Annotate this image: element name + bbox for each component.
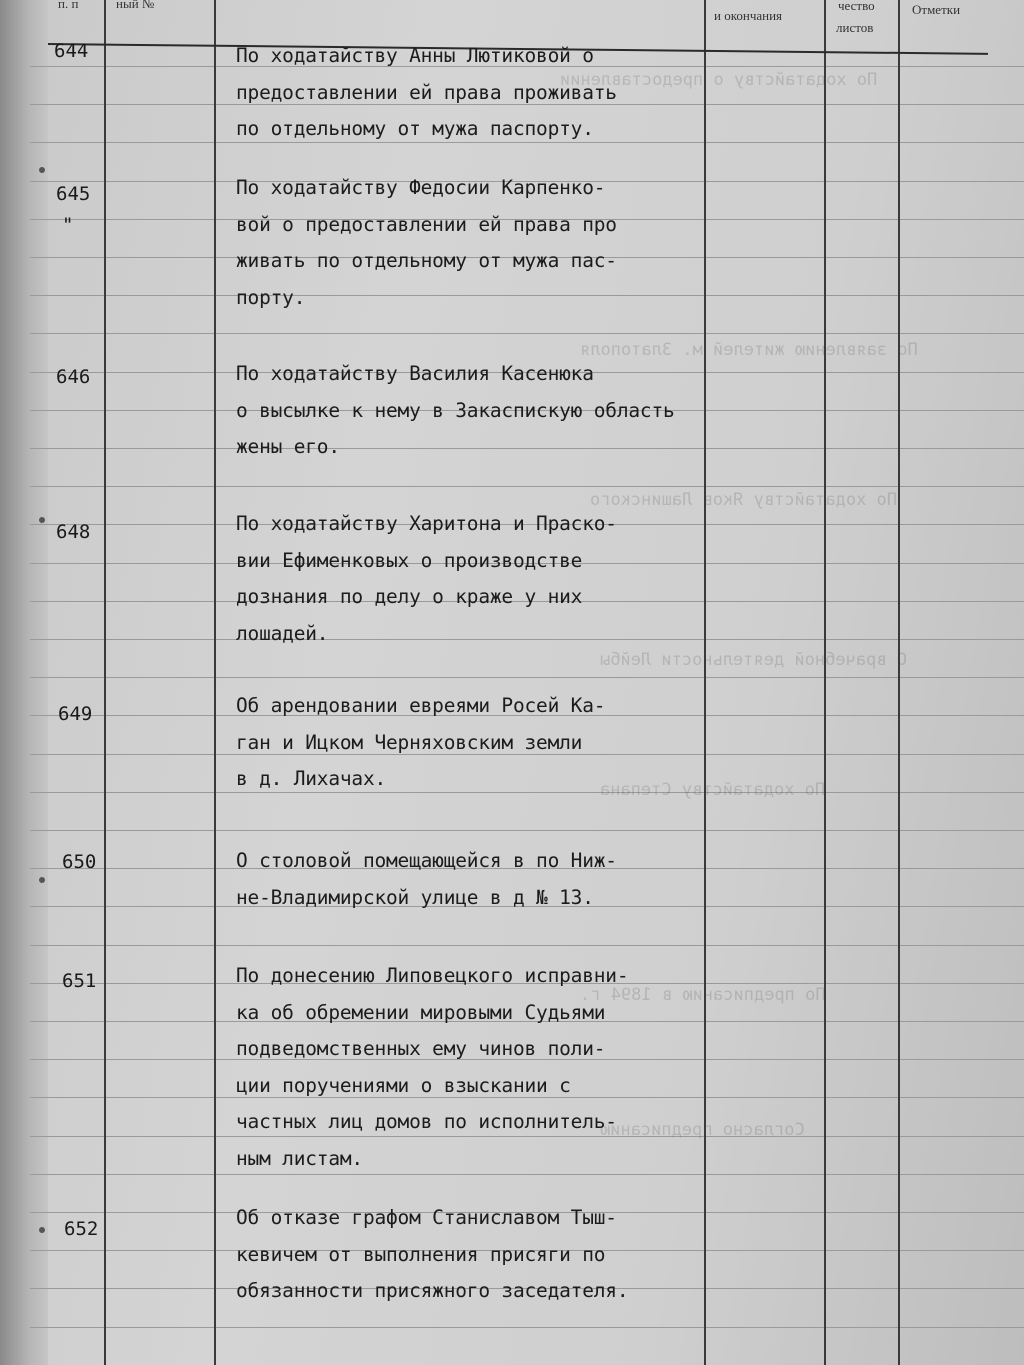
header-old-number: ный № — [116, 0, 155, 11]
column-line-dates — [824, 0, 826, 1365]
entry-title: По ходатайству Харитона и Праско- вии Ефименковых о производстве дознания по делу о краже у них лошадей. — [236, 512, 617, 645]
entry-number: 650 — [62, 851, 97, 873]
entry-number: 651 — [62, 970, 97, 992]
entry-number: 645 — [56, 183, 91, 205]
header-sheets-top: чество — [838, 0, 875, 13]
ruled-line — [30, 945, 1024, 946]
entry-title: О столовой помещающейся в по Ниж- не-Владимирской улице в д № 13. — [236, 849, 617, 909]
header-remarks: Отметки — [912, 2, 961, 17]
bleed-through-text: По ходатайству Яков Лашинского — [590, 490, 898, 510]
binding-stitches — [30, 0, 50, 1365]
entry-number: 649 — [58, 703, 93, 725]
ditto-mark: " — [62, 214, 74, 236]
bleed-through-text: По заявлению жителей м. Златополя — [580, 340, 918, 360]
ruled-line — [30, 830, 1024, 831]
header-number: п. п — [58, 0, 79, 11]
column-line-sheets — [898, 0, 900, 1365]
header-dates: и окончания — [714, 8, 783, 23]
entry-title: По ходатайству Василия Касенюка о высылке к нему в Закаспискую область жены его. — [236, 362, 675, 458]
ruled-line — [30, 677, 1024, 678]
entry-number: 646 — [56, 366, 91, 388]
entry-title: По ходатайству Федосии Карпенко- вой о предоставлении ей права про живать по отдельному от мужа пас- порту. — [236, 176, 617, 309]
bleed-through-text: Согласно предписанию — [600, 1120, 805, 1140]
entry-title: Об отказе графом Станиславом Тыш- кевичем от выполнения присяги по обязанности присяжного заседателя. — [236, 1206, 629, 1302]
bleed-through-text: По предписанию в 1894 г. — [580, 985, 826, 1005]
ruled-line — [30, 333, 1024, 334]
entry-title: По донесению Липовецкого исправни- ка об обремении мировыми Судьями подведомственных ему чинов поли- ции поручениями о взыскании с частных лиц домов по исполнитель- ным листам. — [236, 964, 629, 1170]
entry-title: По ходатайству Анны Лютиковой о предоставлении ей права проживать по отдельному от мужа паспорту. — [236, 44, 617, 140]
column-line-number — [104, 0, 106, 1365]
bleed-through-text: По ходатайству Степана — [600, 780, 826, 800]
entry-number: 644 — [54, 40, 89, 62]
entry-number: 648 — [56, 521, 91, 543]
entry-title: Об арендовании евреями Росей Ка- ган и Ицком Черняховским земли в д. Лихачах. — [236, 694, 606, 790]
entry-number: 652 — [64, 1218, 99, 1240]
bleed-through-text: По ходатайству о предоставлении — [560, 70, 878, 90]
ruled-line — [30, 486, 1024, 487]
ruled-line — [30, 1327, 1024, 1328]
bleed-through-text: О врачебной деятельности Лейбы — [600, 650, 908, 670]
column-line-old-number — [214, 0, 216, 1365]
header-sheets-bottom: листов — [836, 20, 874, 35]
